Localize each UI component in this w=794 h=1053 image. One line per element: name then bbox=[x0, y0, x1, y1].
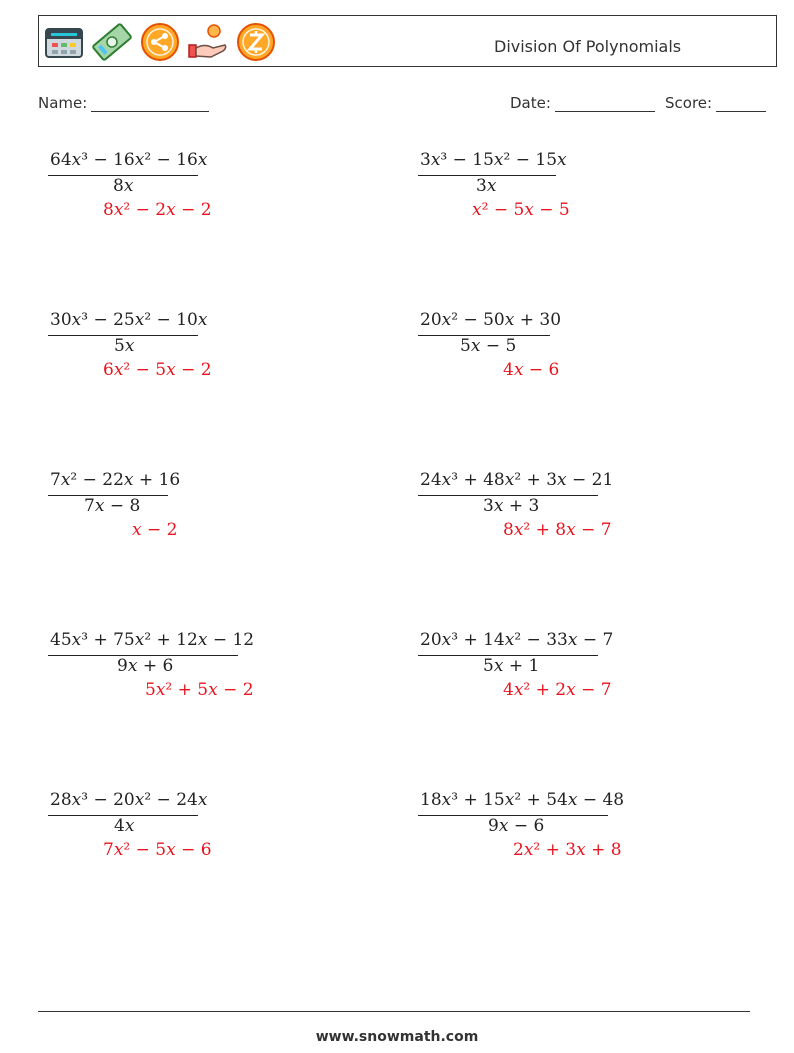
denominator: 8x bbox=[113, 176, 134, 196]
numerator: 3x³ − 15x² − 15x bbox=[420, 150, 567, 170]
header-icons bbox=[43, 21, 277, 63]
numerator: 28x³ − 20x² − 24x bbox=[50, 790, 208, 810]
denominator: 3x bbox=[476, 176, 497, 196]
answer: 2x² + 3x + 8 bbox=[513, 840, 622, 860]
numerator: 20x³ + 14x² − 33x − 7 bbox=[420, 630, 614, 650]
numerator: 18x³ + 15x² + 54x − 48 bbox=[420, 790, 625, 810]
denominator: 9x − 6 bbox=[488, 816, 545, 836]
date-field bbox=[510, 94, 655, 112]
score-field bbox=[665, 94, 766, 112]
numerator: 20x² − 50x + 30 bbox=[420, 310, 562, 330]
date-label: Date: bbox=[510, 94, 551, 112]
answer: x² − 5x − 5 bbox=[472, 200, 570, 220]
denominator: 5x − 5 bbox=[460, 336, 517, 356]
denominator: 5x + 1 bbox=[483, 656, 540, 676]
money-bill-icon bbox=[91, 21, 133, 63]
name-blank bbox=[91, 96, 209, 112]
header-box bbox=[38, 15, 777, 67]
numerator: 7x² − 22x + 16 bbox=[50, 470, 181, 490]
zcash-coin-icon bbox=[235, 21, 277, 63]
share-coin-icon bbox=[139, 21, 181, 63]
denominator: 9x + 6 bbox=[117, 656, 174, 676]
score-label: Score: bbox=[665, 94, 713, 112]
atm-machine-icon bbox=[43, 21, 85, 63]
numerator: 30x³ − 25x² − 10x bbox=[50, 310, 208, 330]
denominator: 5x bbox=[114, 336, 135, 356]
worksheet-title: Division Of Polynomials bbox=[494, 37, 682, 56]
name-field bbox=[38, 94, 209, 112]
answer: x − 2 bbox=[132, 520, 178, 540]
answer: 7x² − 5x − 6 bbox=[103, 840, 212, 860]
score-blank bbox=[716, 96, 766, 112]
answer: 4x − 6 bbox=[503, 360, 560, 380]
numerator: 24x³ + 48x² + 3x − 21 bbox=[420, 470, 614, 490]
answer: 8x² − 2x − 2 bbox=[103, 200, 212, 220]
denominator: 3x + 3 bbox=[483, 496, 540, 516]
denominator: 7x − 8 bbox=[84, 496, 141, 516]
numerator: 64x³ − 16x² − 16x bbox=[50, 150, 208, 170]
footer-url[interactable]: www.snowmath.com bbox=[315, 1029, 479, 1045]
answer: 6x² − 5x − 2 bbox=[103, 360, 212, 380]
numerator: 45x³ + 75x² + 12x − 12 bbox=[50, 630, 255, 650]
footer-divider bbox=[38, 1011, 750, 1012]
answer: 5x² + 5x − 2 bbox=[145, 680, 254, 700]
date-blank bbox=[555, 96, 655, 112]
answer: 4x² + 2x − 7 bbox=[503, 680, 612, 700]
denominator: 4x bbox=[114, 816, 135, 836]
answer: 8x² + 8x − 7 bbox=[503, 520, 612, 540]
hand-coin-icon bbox=[187, 21, 229, 63]
name-label: Name: bbox=[38, 94, 88, 112]
